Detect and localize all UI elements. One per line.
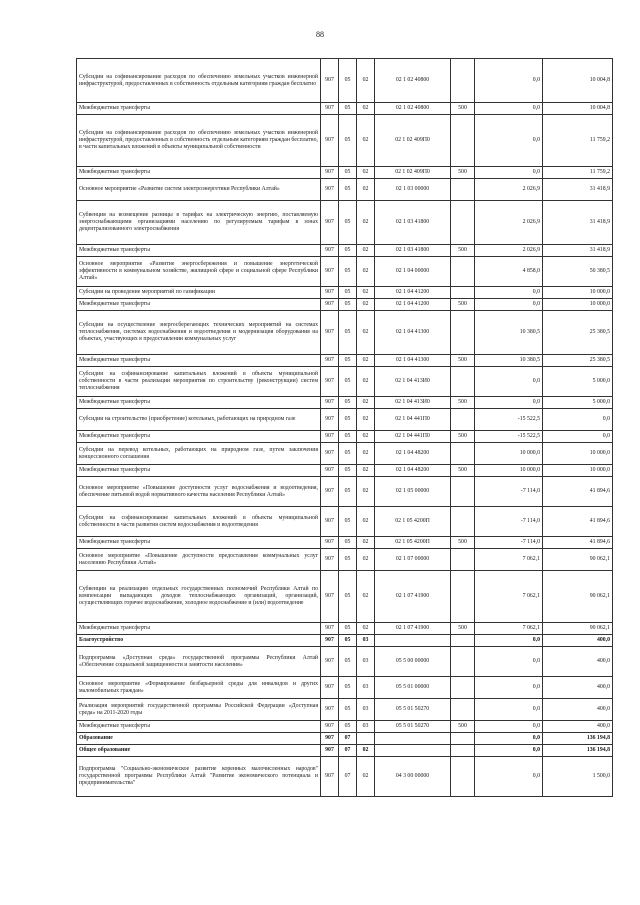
table-row xyxy=(77,465,613,477)
item-name-cell: Межбюджетные трансферты xyxy=(77,167,321,179)
section-code-cell: 05 xyxy=(339,465,357,477)
target-article-code-cell: 02 1 05 4200П xyxy=(375,507,451,537)
amount-change-cell: 0,0 xyxy=(475,115,543,167)
item-name-cell: Субсидии на софинансирование капитальных вложений в объекты муниципальной собственности в части реализации мероприятия по строительству (реконструкции) систем теплоснабжения xyxy=(77,367,321,397)
amount-total-cell: 90 062,1 xyxy=(543,571,613,623)
subsection-code-cell: 03 xyxy=(357,647,375,677)
subsection-code-cell: 02 xyxy=(357,355,375,367)
section-code-cell: 05 xyxy=(339,477,357,507)
target-article-code-cell: 02 1 04 41300 xyxy=(375,311,451,355)
table-row xyxy=(77,311,613,355)
amount-total-cell: 400,0 xyxy=(543,635,613,647)
subsection-code-cell xyxy=(357,733,375,745)
amount-change-cell: 0,0 xyxy=(475,721,543,733)
expense-type-code-cell xyxy=(451,733,475,745)
grbs-code-cell: 907 xyxy=(321,397,339,409)
subsection-code-cell: 02 xyxy=(357,757,375,797)
expense-type-code-cell xyxy=(451,201,475,245)
item-name-cell: Подпрограмма "Социально-экономическое развитие коренных малочисленных народов" государственной программы Республики Алтай "Развитие экономического потенциала и предпринимательства" xyxy=(77,757,321,797)
grbs-code-cell: 907 xyxy=(321,549,339,571)
target-article-code-cell: 05 5 00 00000 xyxy=(375,647,451,677)
amount-total-cell: 31 418,9 xyxy=(543,245,613,257)
table-row xyxy=(77,367,613,397)
section-code-cell: 05 xyxy=(339,571,357,623)
table-row xyxy=(77,167,613,179)
item-name-cell: Межбюджетные трансферты xyxy=(77,623,321,635)
target-article-code-cell: 05 5 01 00000 xyxy=(375,677,451,699)
expense-type-code-cell xyxy=(451,367,475,397)
amount-total-cell: 25 380,5 xyxy=(543,355,613,367)
expense-type-code-cell xyxy=(451,647,475,677)
amount-change-cell: 10 000,0 xyxy=(475,465,543,477)
amount-change-cell: 0,0 xyxy=(475,733,543,745)
subsection-code-cell: 02 xyxy=(357,443,375,465)
grbs-code-cell: 907 xyxy=(321,59,339,103)
amount-total-cell: 136 194,8 xyxy=(543,733,613,745)
grbs-code-cell: 907 xyxy=(321,757,339,797)
amount-change-cell: 0,0 xyxy=(475,287,543,299)
amount-total-cell: 10 004,8 xyxy=(543,103,613,115)
target-article-code-cell: 05 5 01 50270 xyxy=(375,699,451,721)
expense-type-code-cell xyxy=(451,477,475,507)
grbs-code-cell: 907 xyxy=(321,245,339,257)
table-row xyxy=(77,397,613,409)
amount-change-cell: 10 380,5 xyxy=(475,311,543,355)
subsection-code-cell: 02 xyxy=(357,745,375,757)
table-row xyxy=(77,201,613,245)
target-article-code-cell: 02 1 03 00000 xyxy=(375,179,451,201)
table-row xyxy=(77,757,613,797)
section-code-cell: 05 xyxy=(339,115,357,167)
section-code-cell: 05 xyxy=(339,507,357,537)
expense-type-code-cell xyxy=(451,757,475,797)
target-article-code-cell: 02 1 04 413И0 xyxy=(375,367,451,397)
target-article-code-cell: 04 3 00 00000 xyxy=(375,757,451,797)
table-row xyxy=(77,103,613,115)
item-name-cell: Основное мероприятие «Формирование безбарьерной среды для инвалидов и других маломобильных граждан» xyxy=(77,677,321,699)
subsection-code-cell: 03 xyxy=(357,699,375,721)
amount-total-cell: 31 418,9 xyxy=(543,201,613,245)
subsection-code-cell: 02 xyxy=(357,623,375,635)
amount-total-cell: 5 000,0 xyxy=(543,367,613,397)
expense-type-code-cell xyxy=(451,311,475,355)
amount-change-cell: 0,0 xyxy=(475,647,543,677)
budget-table xyxy=(76,58,613,797)
grbs-code-cell: 907 xyxy=(321,287,339,299)
amount-change-cell: 0,0 xyxy=(475,167,543,179)
amount-total-cell: 41 894,6 xyxy=(543,477,613,507)
subsection-code-cell: 02 xyxy=(357,549,375,571)
section-code-cell: 05 xyxy=(339,257,357,287)
section-code-cell: 05 xyxy=(339,167,357,179)
grbs-code-cell: 907 xyxy=(321,721,339,733)
table-row xyxy=(77,287,613,299)
section-code-cell: 07 xyxy=(339,733,357,745)
expense-type-code-cell xyxy=(451,745,475,757)
table-row xyxy=(77,115,613,167)
target-article-code-cell xyxy=(375,733,451,745)
expense-type-code-cell xyxy=(451,549,475,571)
grbs-code-cell: 907 xyxy=(321,115,339,167)
table-row xyxy=(77,635,613,647)
amount-change-cell: 0,0 xyxy=(475,299,543,311)
section-code-cell: 05 xyxy=(339,647,357,677)
amount-change-cell: -15 522,5 xyxy=(475,409,543,431)
subsection-code-cell: 02 xyxy=(357,465,375,477)
item-name-cell: Межбюджетные трансферты xyxy=(77,355,321,367)
subsection-code-cell: 02 xyxy=(357,477,375,507)
item-name-cell: Субсидии на строительство (приобретение) котельных, работающих на природном газе xyxy=(77,409,321,431)
grbs-code-cell: 907 xyxy=(321,699,339,721)
grbs-code-cell: 907 xyxy=(321,745,339,757)
target-article-code-cell: 02 1 04 413И0 xyxy=(375,397,451,409)
target-article-code-cell: 02 1 02 40800 xyxy=(375,103,451,115)
expense-type-code-cell xyxy=(451,699,475,721)
grbs-code-cell: 907 xyxy=(321,179,339,201)
budget-table-body xyxy=(77,59,613,797)
item-name-cell: Межбюджетные трансферты xyxy=(77,537,321,549)
expense-type-code-cell xyxy=(451,287,475,299)
section-code-cell: 05 xyxy=(339,623,357,635)
section-code-cell: 05 xyxy=(339,537,357,549)
subsection-code-cell: 02 xyxy=(357,103,375,115)
item-name-cell: Субсидии на софинансирование расходов по обеспечению земельных участков инженерной инфраструктурой, предоставленных в собственность отдельным категориям граждан бесплатно xyxy=(77,59,321,103)
section-code-cell: 05 xyxy=(339,201,357,245)
amount-change-cell: -7 114,0 xyxy=(475,507,543,537)
amount-change-cell: 7 062,1 xyxy=(475,571,543,623)
table-row xyxy=(77,623,613,635)
target-article-code-cell: 02 1 05 4200П xyxy=(375,537,451,549)
table-row xyxy=(77,299,613,311)
amount-total-cell: 400,0 xyxy=(543,699,613,721)
table-row xyxy=(77,477,613,507)
section-code-cell: 05 xyxy=(339,443,357,465)
amount-total-cell: 31 418,9 xyxy=(543,179,613,201)
item-name-cell: Основное мероприятие «Развитие энергосбережения и повышение энергетической эффективности в коммунальном хозяйстве, жилищной сфере и социальной сфере Республики Алтай» xyxy=(77,257,321,287)
expense-type-code-cell xyxy=(451,257,475,287)
amount-total-cell: 50 380,5 xyxy=(543,257,613,287)
grbs-code-cell: 907 xyxy=(321,537,339,549)
subsection-code-cell: 02 xyxy=(357,245,375,257)
amount-total-cell: 0,0 xyxy=(543,409,613,431)
expense-type-code-cell: 500 xyxy=(451,431,475,443)
grbs-code-cell: 907 xyxy=(321,443,339,465)
expense-type-code-cell xyxy=(451,443,475,465)
table-row xyxy=(77,571,613,623)
target-article-code-cell: 02 1 03 41800 xyxy=(375,201,451,245)
subsection-code-cell: 02 xyxy=(357,201,375,245)
section-code-cell: 05 xyxy=(339,677,357,699)
amount-change-cell: 10 380,5 xyxy=(475,355,543,367)
expense-type-code-cell: 500 xyxy=(451,465,475,477)
item-name-cell: Межбюджетные трансферты xyxy=(77,465,321,477)
subsection-code-cell: 02 xyxy=(357,179,375,201)
section-code-cell: 05 xyxy=(339,103,357,115)
item-name-cell: Межбюджетные трансферты xyxy=(77,299,321,311)
section-code-cell: 05 xyxy=(339,287,357,299)
target-article-code-cell: 02 1 07 00000 xyxy=(375,549,451,571)
target-article-code-cell: 02 1 04 441П0 xyxy=(375,431,451,443)
item-name-cell: Межбюджетные трансферты xyxy=(77,245,321,257)
expense-type-code-cell xyxy=(451,635,475,647)
section-code-cell: 07 xyxy=(339,757,357,797)
subsection-code-cell: 03 xyxy=(357,677,375,699)
grbs-code-cell: 907 xyxy=(321,367,339,397)
amount-change-cell: 0,0 xyxy=(475,103,543,115)
expense-type-code-cell xyxy=(451,507,475,537)
table-row xyxy=(77,537,613,549)
section-code-cell: 05 xyxy=(339,299,357,311)
table-row xyxy=(77,257,613,287)
section-code-cell: 05 xyxy=(339,409,357,431)
item-name-cell: Межбюджетные трансферты xyxy=(77,397,321,409)
amount-total-cell: 10 000,0 xyxy=(543,465,613,477)
section-code-cell: 05 xyxy=(339,355,357,367)
table-row xyxy=(77,179,613,201)
table-row xyxy=(77,507,613,537)
amount-change-cell: -7 114,0 xyxy=(475,537,543,549)
section-code-cell: 05 xyxy=(339,549,357,571)
amount-change-cell: 0,0 xyxy=(475,59,543,103)
amount-change-cell: 2 026,9 xyxy=(475,201,543,245)
table-row xyxy=(77,699,613,721)
target-article-code-cell: 02 1 04 48200 xyxy=(375,465,451,477)
item-name-cell: Межбюджетные трансферты xyxy=(77,721,321,733)
expense-type-code-cell xyxy=(451,115,475,167)
item-name-cell: Основное мероприятие «Развитие систем электроэнергетики Республики Алтай» xyxy=(77,179,321,201)
target-article-code-cell: 02 1 07 41900 xyxy=(375,571,451,623)
grbs-code-cell: 907 xyxy=(321,635,339,647)
grbs-code-cell: 907 xyxy=(321,507,339,537)
table-row xyxy=(77,245,613,257)
section-code-cell: 05 xyxy=(339,431,357,443)
grbs-code-cell: 907 xyxy=(321,465,339,477)
subsection-code-cell: 02 xyxy=(357,367,375,397)
grbs-code-cell: 907 xyxy=(321,733,339,745)
target-article-code-cell: 02 1 04 00000 xyxy=(375,257,451,287)
subsection-code-cell: 02 xyxy=(357,507,375,537)
amount-change-cell: 0,0 xyxy=(475,367,543,397)
item-name-cell: Субсидии на софинансирование расходов по обеспечению земельных участков инженерной инфраструктурой, предоставленных в собственность отдельным категориям граждан бесплатно, в части капитальных вложений в объекты муниципальной собственности xyxy=(77,115,321,167)
table-row xyxy=(77,677,613,699)
grbs-code-cell: 907 xyxy=(321,311,339,355)
amount-total-cell: 11 759,2 xyxy=(543,115,613,167)
amount-change-cell: 2 026,9 xyxy=(475,179,543,201)
amount-total-cell: 1 500,0 xyxy=(543,757,613,797)
section-code-cell: 05 xyxy=(339,721,357,733)
item-name-cell: Подпрограмма «Доступная среда» государственной программы Республики Алтай «Обеспечение социальной защищенности и занятости населения» xyxy=(77,647,321,677)
item-name-cell: Субвенция на возмещение разницы в тарифах на электрическую энергию, поставляемую энергоснабжающими организациями населению по регулируемым тарифам в зонах децентрализованного электроснабжения xyxy=(77,201,321,245)
amount-change-cell: -7 114,0 xyxy=(475,477,543,507)
amount-change-cell: 10 000,0 xyxy=(475,443,543,465)
grbs-code-cell: 907 xyxy=(321,477,339,507)
grbs-code-cell: 907 xyxy=(321,103,339,115)
amount-total-cell: 25 380,5 xyxy=(543,311,613,355)
target-article-code-cell: 02 1 04 41200 xyxy=(375,299,451,311)
table-row xyxy=(77,409,613,431)
expense-type-code-cell: 500 xyxy=(451,397,475,409)
target-article-code-cell xyxy=(375,635,451,647)
amount-change-cell: 0,0 xyxy=(475,397,543,409)
subsection-code-cell: 02 xyxy=(357,431,375,443)
section-code-cell: 05 xyxy=(339,367,357,397)
subsection-code-cell: 03 xyxy=(357,721,375,733)
grbs-code-cell: 907 xyxy=(321,677,339,699)
item-name-cell: Общее образование xyxy=(77,745,321,757)
item-name-cell: Основное мероприятие «Повышение доступности предоставления коммунальных услуг населению Республики Алтай» xyxy=(77,549,321,571)
expense-type-code-cell: 500 xyxy=(451,103,475,115)
amount-total-cell: 41 894,6 xyxy=(543,537,613,549)
amount-total-cell: 90 062,1 xyxy=(543,623,613,635)
amount-change-cell: 0,0 xyxy=(475,757,543,797)
expense-type-code-cell: 500 xyxy=(451,623,475,635)
subsection-code-cell: 02 xyxy=(357,59,375,103)
subsection-code-cell: 02 xyxy=(357,257,375,287)
grbs-code-cell: 907 xyxy=(321,623,339,635)
grbs-code-cell: 907 xyxy=(321,647,339,677)
subsection-code-cell: 02 xyxy=(357,167,375,179)
expense-type-code-cell: 500 xyxy=(451,167,475,179)
target-article-code-cell: 02 1 04 41200 xyxy=(375,287,451,299)
item-name-cell: Субсидии на проведение мероприятий по газификации xyxy=(77,287,321,299)
section-code-cell: 05 xyxy=(339,635,357,647)
grbs-code-cell: 907 xyxy=(321,299,339,311)
table-row xyxy=(77,745,613,757)
section-code-cell: 05 xyxy=(339,59,357,103)
grbs-code-cell: 907 xyxy=(321,201,339,245)
amount-change-cell: 4 858,0 xyxy=(475,257,543,287)
subsection-code-cell: 02 xyxy=(357,299,375,311)
amount-total-cell: 90 062,1 xyxy=(543,549,613,571)
target-article-code-cell: 02 1 04 41300 xyxy=(375,355,451,367)
expense-type-code-cell: 500 xyxy=(451,245,475,257)
target-article-code-cell: 02 1 04 48200 xyxy=(375,443,451,465)
subsection-code-cell: 02 xyxy=(357,115,375,167)
subsection-code-cell: 02 xyxy=(357,397,375,409)
table-row xyxy=(77,549,613,571)
item-name-cell: Благоустройство xyxy=(77,635,321,647)
amount-change-cell: 0,0 xyxy=(475,745,543,757)
amount-total-cell: 400,0 xyxy=(543,677,613,699)
item-name-cell: Межбюджетные трансферты xyxy=(77,431,321,443)
table-row xyxy=(77,355,613,367)
expense-type-code-cell: 500 xyxy=(451,537,475,549)
target-article-code-cell: 02 1 02 409П0 xyxy=(375,115,451,167)
subsection-code-cell: 02 xyxy=(357,287,375,299)
subsection-code-cell: 03 xyxy=(357,635,375,647)
amount-total-cell: 41 894,6 xyxy=(543,507,613,537)
section-code-cell: 05 xyxy=(339,179,357,201)
amount-change-cell: -15 522,5 xyxy=(475,431,543,443)
target-article-code-cell: 02 1 04 441П0 xyxy=(375,409,451,431)
expense-type-code-cell xyxy=(451,179,475,201)
subsection-code-cell: 02 xyxy=(357,409,375,431)
subsection-code-cell: 02 xyxy=(357,311,375,355)
table-row xyxy=(77,721,613,733)
item-name-cell: Субсидии на софинансирование капитальных вложений в объекты муниципальной собственности в части развития систем водоснабжения и водоотведения xyxy=(77,507,321,537)
expense-type-code-cell xyxy=(451,677,475,699)
amount-total-cell: 400,0 xyxy=(543,721,613,733)
item-name-cell: Межбюджетные трансферты xyxy=(77,103,321,115)
section-code-cell: 05 xyxy=(339,245,357,257)
amount-total-cell: 10 000,0 xyxy=(543,287,613,299)
expense-type-code-cell: 500 xyxy=(451,721,475,733)
subsection-code-cell: 02 xyxy=(357,571,375,623)
target-article-code-cell: 02 1 02 40800 xyxy=(375,59,451,103)
amount-change-cell: 0,0 xyxy=(475,699,543,721)
table-row xyxy=(77,59,613,103)
expense-type-code-cell: 500 xyxy=(451,355,475,367)
grbs-code-cell: 907 xyxy=(321,571,339,623)
target-article-code-cell: 02 1 03 41800 xyxy=(375,245,451,257)
item-name-cell: Основное мероприятие «Повышение доступности услуг водоснабжения и водоотведения, обеспечение питьевой водой нормативного качества населения Республики Алтай» xyxy=(77,477,321,507)
target-article-code-cell: 02 1 02 409П0 xyxy=(375,167,451,179)
target-article-code-cell: 05 5 01 50270 xyxy=(375,721,451,733)
amount-total-cell: 10 000,0 xyxy=(543,299,613,311)
section-code-cell: 05 xyxy=(339,311,357,355)
amount-change-cell: 7 062,1 xyxy=(475,623,543,635)
item-name-cell: Субсидии на осуществление энергосберегающих технических мероприятий на системах теплоснабжения, системах водоснабжения и водоотведения и модернизация оборудования на объектах, участвующих в предоставлении коммунальных услуг xyxy=(77,311,321,355)
subsection-code-cell: 02 xyxy=(357,537,375,549)
amount-total-cell: 0,0 xyxy=(543,431,613,443)
grbs-code-cell: 907 xyxy=(321,431,339,443)
item-name-cell: Реализация мероприятий государственной программы Российской Федерации «Доступная среда» на 2011-2020 годы xyxy=(77,699,321,721)
table-row xyxy=(77,647,613,677)
amount-change-cell: 2 026,9 xyxy=(475,245,543,257)
section-code-cell: 05 xyxy=(339,397,357,409)
expense-type-code-cell xyxy=(451,409,475,431)
amount-total-cell: 400,0 xyxy=(543,647,613,677)
amount-total-cell: 11 759,2 xyxy=(543,167,613,179)
target-article-code-cell xyxy=(375,745,451,757)
table-row xyxy=(77,431,613,443)
grbs-code-cell: 907 xyxy=(321,257,339,287)
expense-type-code-cell xyxy=(451,59,475,103)
expense-type-code-cell: 500 xyxy=(451,299,475,311)
amount-total-cell: 10 000,0 xyxy=(543,443,613,465)
item-name-cell: Субсидии на перевод котельных, работающих на природном газе, путем заключения концессионного соглашения xyxy=(77,443,321,465)
grbs-code-cell: 907 xyxy=(321,409,339,431)
table-row xyxy=(77,733,613,745)
grbs-code-cell: 907 xyxy=(321,355,339,367)
section-code-cell: 05 xyxy=(339,699,357,721)
amount-change-cell: 0,0 xyxy=(475,677,543,699)
target-article-code-cell: 02 1 05 00000 xyxy=(375,477,451,507)
table-row xyxy=(77,443,613,465)
amount-total-cell: 10 004,8 xyxy=(543,59,613,103)
amount-change-cell: 0,0 xyxy=(475,635,543,647)
grbs-code-cell: 907 xyxy=(321,167,339,179)
item-name-cell: Образование xyxy=(77,733,321,745)
amount-total-cell: 5 000,0 xyxy=(543,397,613,409)
expense-type-code-cell xyxy=(451,571,475,623)
item-name-cell: Субвенции на реализацию отдельных государственных полномочий Республики Алтай по компенсации выпадающих доходов теплоснабжающих организаций, организаций, осуществляющих горячее водоснабжение, холодное водоснабжение и (или) водоотведение xyxy=(77,571,321,623)
amount-total-cell: 136 194,8 xyxy=(543,745,613,757)
section-code-cell: 07 xyxy=(339,745,357,757)
page-number: 88 xyxy=(316,30,324,39)
amount-change-cell: 7 062,1 xyxy=(475,549,543,571)
target-article-code-cell: 02 1 07 41900 xyxy=(375,623,451,635)
